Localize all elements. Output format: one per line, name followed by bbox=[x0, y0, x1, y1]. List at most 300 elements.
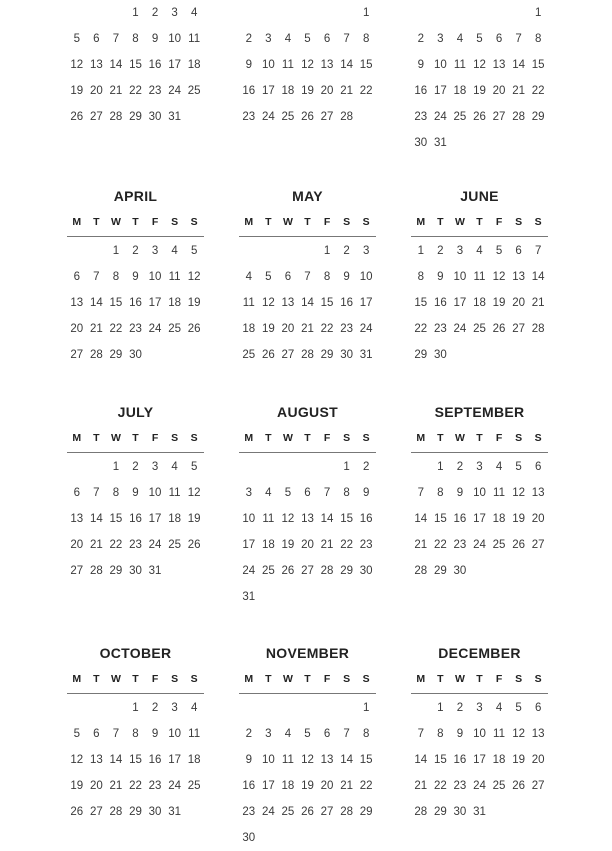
weekday-label: S bbox=[515, 673, 523, 685]
day-cell: 14 bbox=[109, 59, 123, 71]
day-cell: 13 bbox=[70, 297, 84, 309]
day-cell: 17 bbox=[148, 297, 162, 309]
day-cell: 13 bbox=[492, 59, 506, 71]
day-cell: 24 bbox=[168, 85, 181, 97]
empty-cell bbox=[298, 695, 318, 721]
day-cell: 25 bbox=[492, 780, 506, 792]
day-cell: 24 bbox=[433, 111, 447, 123]
empty-cell bbox=[298, 238, 318, 264]
day-cell: 24 bbox=[242, 565, 256, 577]
day-cell: 23 bbox=[359, 539, 373, 551]
day-cell: 30 bbox=[129, 565, 142, 577]
day-cell: 31 bbox=[168, 806, 181, 818]
day-cell: 22 bbox=[129, 780, 142, 792]
weekday-label: M bbox=[416, 673, 426, 685]
day-cell: 2 bbox=[456, 702, 464, 714]
day-cell: 17 bbox=[242, 539, 256, 551]
day-cell: 6 bbox=[304, 487, 311, 499]
day-cell: 31 bbox=[242, 591, 256, 603]
day-cell: 8 bbox=[362, 33, 370, 45]
day-cell: 21 bbox=[531, 297, 545, 309]
day-cell: 5 bbox=[265, 271, 272, 283]
month-title: DECEMBER bbox=[438, 645, 521, 661]
day-cell: 1 bbox=[112, 245, 120, 257]
empty-cell bbox=[87, 695, 107, 721]
day-cell: 22 bbox=[359, 780, 373, 792]
day-cell: 14 bbox=[89, 297, 103, 309]
day-cell: 4 bbox=[190, 7, 198, 19]
day-cell: 27 bbox=[301, 565, 314, 577]
day-cell: 17 bbox=[168, 59, 181, 71]
weekday-label: T bbox=[93, 673, 100, 685]
day-cell: 21 bbox=[89, 539, 103, 551]
weekday-label: W bbox=[454, 216, 465, 228]
day-cell: 29 bbox=[109, 349, 123, 361]
day-cell: 9 bbox=[417, 59, 424, 71]
month-june bbox=[411, 187, 548, 368]
day-cell: 28 bbox=[531, 323, 545, 335]
day-cell: 8 bbox=[112, 487, 120, 499]
day-cell: 11 bbox=[188, 728, 201, 740]
day-cell: 25 bbox=[168, 323, 181, 335]
weekday-label: S bbox=[190, 673, 198, 685]
empty-cell bbox=[259, 0, 279, 26]
day-cell: 14 bbox=[301, 297, 314, 309]
empty-cell bbox=[337, 0, 357, 26]
day-cell: 17 bbox=[261, 85, 275, 97]
day-cell: 14 bbox=[109, 754, 123, 766]
day-cell: 22 bbox=[320, 323, 334, 335]
day-cell: 4 bbox=[171, 245, 178, 257]
day-cell: 20 bbox=[89, 780, 103, 792]
weekday-header bbox=[411, 432, 548, 446]
day-cell: 14 bbox=[340, 59, 353, 71]
day-cell: 1 bbox=[362, 7, 370, 19]
day-cell: 12 bbox=[187, 487, 201, 499]
day-cell: 7 bbox=[343, 33, 350, 45]
day-cell: 17 bbox=[168, 754, 181, 766]
day-cell: 15 bbox=[340, 513, 353, 525]
day-cell: 13 bbox=[70, 513, 84, 525]
day-cell: 7 bbox=[515, 33, 522, 45]
month-title: AUGUST bbox=[277, 404, 338, 420]
day-cell: 10 bbox=[148, 271, 162, 283]
day-cell: 26 bbox=[512, 780, 525, 792]
weekday-label: S bbox=[534, 432, 542, 444]
day-cell: 11 bbox=[493, 487, 505, 499]
day-cell: 19 bbox=[492, 297, 506, 309]
day-cell: 15 bbox=[414, 297, 428, 309]
empty-cell bbox=[317, 454, 337, 480]
weekday-label: W bbox=[282, 216, 293, 228]
day-cell: 21 bbox=[414, 780, 428, 792]
weekday-label: S bbox=[190, 432, 198, 444]
day-cell: 29 bbox=[320, 349, 334, 361]
weekday-label: S bbox=[362, 673, 370, 685]
day-cell: 15 bbox=[129, 59, 142, 71]
empty-cell bbox=[278, 238, 298, 264]
day-cell: 7 bbox=[343, 728, 350, 740]
empty-cell bbox=[67, 695, 87, 721]
day-cell: 19 bbox=[512, 513, 525, 525]
day-cell: 9 bbox=[245, 754, 252, 766]
day-cell: 11 bbox=[281, 59, 294, 71]
month-partial-3 bbox=[411, 0, 548, 156]
day-cell: 16 bbox=[453, 754, 467, 766]
day-cell: 27 bbox=[492, 111, 506, 123]
day-cell: 27 bbox=[320, 806, 334, 818]
month-august bbox=[239, 403, 376, 610]
day-cell: 7 bbox=[417, 728, 424, 740]
day-cell: 17 bbox=[359, 297, 373, 309]
empty-cell bbox=[239, 0, 259, 26]
day-cell: 21 bbox=[320, 539, 334, 551]
day-cell: 7 bbox=[323, 487, 331, 499]
empty-cell bbox=[259, 454, 279, 480]
day-cell: 3 bbox=[171, 7, 178, 19]
month-july bbox=[67, 403, 204, 584]
day-cell: 12 bbox=[70, 754, 84, 766]
day-cell: 22 bbox=[340, 539, 353, 551]
day-cell: 4 bbox=[171, 461, 178, 473]
month-partial-1 bbox=[67, 0, 204, 130]
day-cell: 19 bbox=[512, 754, 525, 766]
day-cell: 26 bbox=[473, 111, 486, 123]
day-cell: 2 bbox=[132, 461, 139, 473]
day-cell: 19 bbox=[187, 297, 201, 309]
day-cell: 1 bbox=[132, 702, 139, 714]
day-cell: 3 bbox=[265, 728, 272, 740]
day-cell: 16 bbox=[433, 297, 447, 309]
weekday-label: F bbox=[495, 673, 503, 685]
empty-cell bbox=[278, 454, 298, 480]
date-grid bbox=[411, 0, 548, 156]
weekday-label: W bbox=[454, 673, 465, 685]
month-title: NOVEMBER bbox=[265, 645, 350, 661]
weekday-label: T bbox=[132, 673, 139, 685]
day-cell: 10 bbox=[168, 728, 181, 740]
day-cell: 28 bbox=[89, 349, 103, 361]
day-cell: 14 bbox=[512, 59, 525, 71]
day-cell: 23 bbox=[148, 85, 162, 97]
day-cell: 30 bbox=[242, 832, 256, 844]
empty-cell bbox=[87, 0, 107, 26]
day-cell: 13 bbox=[512, 271, 525, 283]
day-cell: 30 bbox=[148, 806, 162, 818]
day-cell: 16 bbox=[359, 513, 373, 525]
day-cell: 5 bbox=[495, 245, 503, 257]
day-cell: 27 bbox=[281, 349, 295, 361]
day-cell: 29 bbox=[433, 565, 447, 577]
day-cell: 20 bbox=[512, 297, 525, 309]
empty-cell bbox=[259, 238, 279, 264]
day-cell: 7 bbox=[417, 487, 424, 499]
day-cell: 1 bbox=[534, 7, 542, 19]
day-cell: 18 bbox=[187, 754, 201, 766]
day-cell: 12 bbox=[512, 728, 525, 740]
day-cell: 8 bbox=[362, 728, 370, 740]
empty-cell bbox=[431, 0, 451, 26]
day-cell: 5 bbox=[476, 33, 483, 45]
day-cell: 7 bbox=[93, 271, 100, 283]
day-cell: 18 bbox=[473, 297, 486, 309]
day-cell: 1 bbox=[437, 461, 444, 473]
day-cell: 27 bbox=[70, 349, 84, 361]
weekday-header bbox=[411, 673, 548, 687]
day-cell: 23 bbox=[433, 323, 447, 335]
day-cell: 13 bbox=[320, 754, 334, 766]
day-cell: 6 bbox=[93, 33, 100, 45]
month-may bbox=[239, 187, 376, 368]
day-cell: 13 bbox=[301, 513, 314, 525]
day-cell: 8 bbox=[323, 271, 331, 283]
day-cell: 5 bbox=[515, 461, 522, 473]
day-cell: 10 bbox=[433, 59, 447, 71]
day-cell: 22 bbox=[359, 85, 373, 97]
weekday-label: S bbox=[171, 673, 179, 685]
day-cell: 29 bbox=[340, 565, 353, 577]
date-grid bbox=[411, 695, 548, 825]
day-cell: 20 bbox=[70, 323, 84, 335]
date-grid bbox=[67, 0, 204, 130]
weekday-label: W bbox=[282, 673, 293, 685]
header-divider bbox=[411, 236, 548, 237]
day-cell: 30 bbox=[414, 137, 428, 149]
empty-cell bbox=[239, 238, 259, 264]
day-cell: 1 bbox=[343, 461, 350, 473]
month-title: OCTOBER bbox=[99, 645, 172, 661]
day-cell: 11 bbox=[473, 271, 486, 283]
day-cell: 11 bbox=[493, 728, 505, 740]
day-cell: 10 bbox=[168, 33, 181, 45]
empty-cell bbox=[470, 0, 490, 26]
empty-cell bbox=[489, 0, 509, 26]
weekday-label: T bbox=[304, 673, 311, 685]
day-cell: 16 bbox=[340, 297, 353, 309]
month-september bbox=[411, 403, 548, 584]
day-cell: 2 bbox=[456, 461, 464, 473]
day-cell: 12 bbox=[301, 59, 314, 71]
day-cell: 21 bbox=[340, 85, 353, 97]
day-cell: 2 bbox=[151, 7, 159, 19]
day-cell: 3 bbox=[151, 245, 159, 257]
day-cell: 24 bbox=[148, 323, 162, 335]
header-divider bbox=[67, 236, 204, 237]
weekday-header bbox=[239, 216, 376, 230]
day-cell: 18 bbox=[453, 85, 467, 97]
day-cell: 19 bbox=[261, 323, 275, 335]
day-cell: 4 bbox=[284, 33, 292, 45]
weekday-label: F bbox=[495, 216, 503, 228]
day-cell: 9 bbox=[343, 271, 350, 283]
day-cell: 14 bbox=[414, 513, 428, 525]
day-cell: 27 bbox=[89, 806, 103, 818]
day-cell: 7 bbox=[93, 487, 100, 499]
weekday-header bbox=[67, 432, 204, 446]
day-cell: 24 bbox=[261, 111, 275, 123]
day-cell: 2 bbox=[151, 702, 159, 714]
day-cell: 19 bbox=[187, 513, 201, 525]
weekday-label: T bbox=[437, 216, 444, 228]
weekday-label: M bbox=[72, 432, 82, 444]
day-cell: 4 bbox=[245, 271, 252, 283]
day-cell: 13 bbox=[281, 297, 295, 309]
day-cell: 25 bbox=[187, 85, 201, 97]
day-cell: 22 bbox=[414, 323, 428, 335]
day-cell: 8 bbox=[112, 271, 120, 283]
day-cell: 21 bbox=[109, 780, 123, 792]
day-cell: 18 bbox=[242, 323, 256, 335]
day-cell: 30 bbox=[129, 349, 142, 361]
empty-cell bbox=[298, 454, 318, 480]
day-cell: 23 bbox=[148, 780, 162, 792]
day-cell: 10 bbox=[242, 513, 256, 525]
day-cell: 26 bbox=[70, 111, 84, 123]
day-cell: 9 bbox=[132, 271, 139, 283]
weekday-label: T bbox=[93, 432, 100, 444]
day-cell: 10 bbox=[261, 754, 275, 766]
day-cell: 13 bbox=[89, 59, 103, 71]
weekday-header bbox=[67, 673, 204, 687]
weekday-label: M bbox=[416, 432, 426, 444]
day-cell: 2 bbox=[417, 33, 424, 45]
day-cell: 11 bbox=[188, 33, 201, 45]
day-cell: 8 bbox=[132, 728, 139, 740]
weekday-label: S bbox=[534, 673, 542, 685]
day-cell: 4 bbox=[265, 487, 272, 499]
day-cell: 28 bbox=[109, 111, 123, 123]
day-cell: 15 bbox=[320, 297, 334, 309]
day-cell: 12 bbox=[187, 271, 201, 283]
day-cell: 25 bbox=[187, 780, 201, 792]
empty-cell bbox=[67, 454, 87, 480]
day-cell: 18 bbox=[492, 754, 506, 766]
day-cell: 23 bbox=[129, 323, 142, 335]
day-cell: 11 bbox=[262, 513, 275, 525]
weekday-label: F bbox=[323, 673, 331, 685]
month-title: JULY bbox=[117, 404, 154, 420]
day-cell: 8 bbox=[437, 728, 444, 740]
day-cell: 26 bbox=[492, 323, 506, 335]
header-divider bbox=[67, 693, 204, 694]
day-cell: 29 bbox=[129, 111, 142, 123]
weekday-label: S bbox=[343, 216, 351, 228]
day-cell: 4 bbox=[284, 728, 292, 740]
day-cell: 23 bbox=[242, 806, 256, 818]
weekday-label: W bbox=[282, 432, 293, 444]
weekday-label: F bbox=[495, 432, 503, 444]
day-cell: 13 bbox=[531, 728, 545, 740]
day-cell: 4 bbox=[476, 245, 483, 257]
day-cell: 3 bbox=[437, 33, 444, 45]
day-cell: 3 bbox=[456, 245, 464, 257]
empty-cell bbox=[411, 695, 431, 721]
day-cell: 6 bbox=[323, 728, 331, 740]
day-cell: 24 bbox=[473, 780, 486, 792]
day-cell: 28 bbox=[89, 565, 103, 577]
day-cell: 12 bbox=[261, 297, 275, 309]
day-cell: 15 bbox=[359, 754, 373, 766]
day-cell: 22 bbox=[433, 539, 447, 551]
day-cell: 14 bbox=[531, 271, 545, 283]
day-cell: 26 bbox=[301, 806, 314, 818]
day-cell: 30 bbox=[453, 806, 467, 818]
empty-cell bbox=[298, 0, 318, 26]
day-cell: 15 bbox=[109, 513, 123, 525]
day-cell: 16 bbox=[414, 85, 428, 97]
day-cell: 25 bbox=[473, 323, 486, 335]
day-cell: 25 bbox=[261, 565, 275, 577]
day-cell: 3 bbox=[151, 461, 159, 473]
day-cell: 30 bbox=[340, 349, 353, 361]
day-cell: 21 bbox=[109, 85, 123, 97]
day-cell: 26 bbox=[281, 565, 295, 577]
day-cell: 13 bbox=[531, 487, 545, 499]
day-cell: 20 bbox=[301, 539, 314, 551]
weekday-label: S bbox=[515, 216, 523, 228]
empty-cell bbox=[106, 0, 126, 26]
date-grid bbox=[239, 695, 376, 851]
day-cell: 11 bbox=[168, 271, 181, 283]
weekday-label: M bbox=[244, 432, 254, 444]
day-cell: 2 bbox=[437, 245, 444, 257]
day-cell: 21 bbox=[414, 539, 428, 551]
month-title: APRIL bbox=[113, 188, 158, 204]
day-cell: 31 bbox=[148, 565, 162, 577]
day-cell: 9 bbox=[456, 487, 464, 499]
day-cell: 9 bbox=[456, 728, 464, 740]
header-divider bbox=[239, 236, 376, 237]
day-cell: 7 bbox=[304, 271, 311, 283]
day-cell: 3 bbox=[362, 245, 370, 257]
day-cell: 18 bbox=[168, 297, 181, 309]
day-cell: 13 bbox=[89, 754, 103, 766]
day-cell: 12 bbox=[492, 271, 506, 283]
day-cell: 1 bbox=[417, 245, 424, 257]
day-cell: 3 bbox=[245, 487, 252, 499]
weekday-header bbox=[239, 432, 376, 446]
day-cell: 28 bbox=[109, 806, 123, 818]
day-cell: 28 bbox=[340, 111, 353, 123]
day-cell: 17 bbox=[473, 754, 486, 766]
day-cell: 8 bbox=[417, 271, 424, 283]
weekday-label: S bbox=[515, 432, 523, 444]
weekday-label: W bbox=[454, 432, 465, 444]
day-cell: 23 bbox=[242, 111, 256, 123]
day-cell: 17 bbox=[261, 780, 275, 792]
day-cell: 31 bbox=[433, 137, 447, 149]
date-grid bbox=[67, 238, 204, 368]
day-cell: 10 bbox=[453, 271, 467, 283]
day-cell: 24 bbox=[148, 539, 162, 551]
day-cell: 3 bbox=[265, 33, 272, 45]
empty-cell bbox=[278, 0, 298, 26]
weekday-label: S bbox=[343, 432, 351, 444]
day-cell: 28 bbox=[320, 565, 334, 577]
day-cell: 8 bbox=[343, 487, 350, 499]
day-cell: 20 bbox=[281, 323, 295, 335]
day-cell: 27 bbox=[70, 565, 84, 577]
day-cell: 9 bbox=[132, 487, 139, 499]
day-cell: 22 bbox=[109, 323, 123, 335]
day-cell: 2 bbox=[343, 245, 350, 257]
day-cell: 7 bbox=[534, 245, 542, 257]
day-cell: 10 bbox=[473, 487, 486, 499]
day-cell: 24 bbox=[453, 323, 467, 335]
day-cell: 26 bbox=[70, 806, 84, 818]
day-cell: 20 bbox=[531, 754, 545, 766]
day-cell: 23 bbox=[129, 539, 142, 551]
